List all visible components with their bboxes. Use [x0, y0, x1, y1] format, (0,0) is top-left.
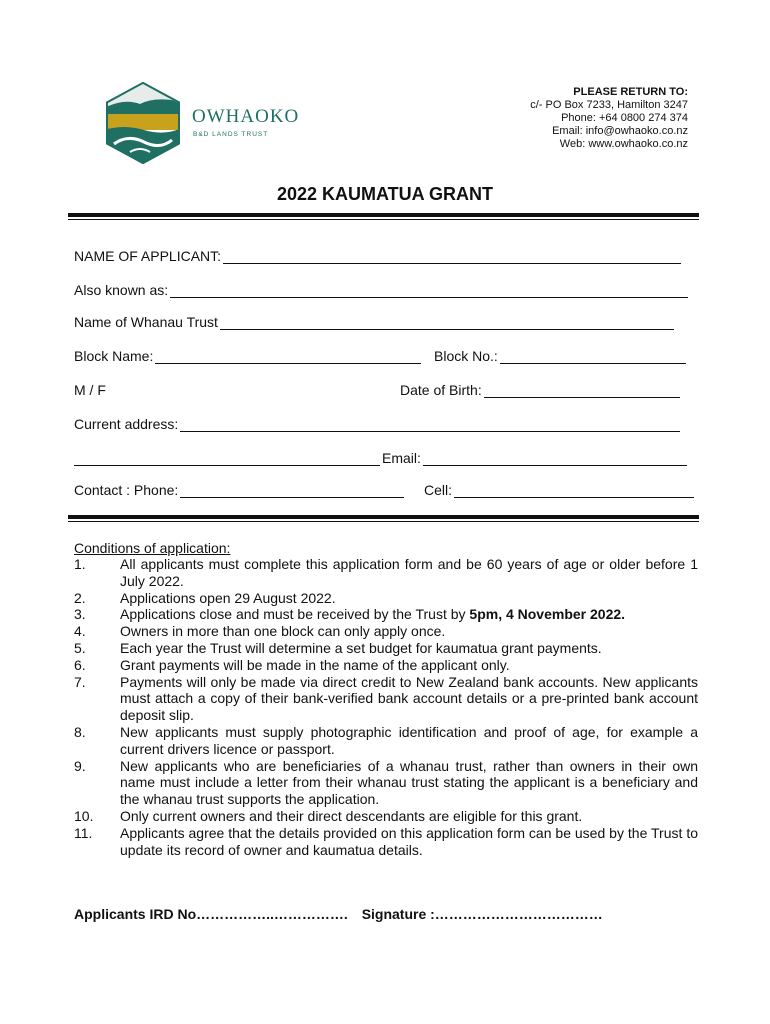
condition-item [74, 590, 698, 607]
cell-line[interactable] [454, 483, 694, 498]
condition-item [74, 724, 698, 758]
logo-name: OWHAOKO [192, 106, 300, 127]
phone-label: Contact : Phone: [74, 482, 179, 498]
condition-item [74, 623, 698, 640]
current-address-line[interactable] [180, 417, 680, 432]
condition-item [74, 825, 698, 859]
conditions-heading: Conditions of application: [74, 540, 231, 556]
applicant-name-label: NAME OF APPLICANT: [74, 248, 222, 264]
return-web: Web: www.owhaoko.co.nz [559, 138, 688, 150]
also-known-as-field[interactable] [74, 282, 688, 298]
page-title: 2022 KAUMATUA GRANT [276, 184, 494, 204]
condition-text: New applicants must supply photographic identification and proof of age, for example a current drivers licence or passport. [120, 723, 698, 757]
condition-item [74, 674, 698, 724]
signature-row [74, 906, 603, 922]
whanau-trust-line[interactable] [220, 315, 674, 330]
condition-number: 3. [74, 606, 86, 623]
condition-item [74, 758, 698, 808]
return-address [530, 86, 688, 151]
condition-number: 10. [74, 807, 94, 824]
applicant-name-line[interactable] [223, 249, 681, 264]
block-no-label: Block No.: [434, 348, 498, 364]
form-divider [68, 515, 699, 519]
form-divider-thin [68, 521, 699, 522]
return-phone: Phone: +64 0800 274 374 [561, 112, 688, 124]
condition-number: 8. [74, 723, 86, 740]
current-address-label: Current address: [74, 416, 179, 432]
condition-number: 2. [74, 589, 86, 606]
hexagon-landscape-icon [104, 82, 182, 164]
condition-text: Only current owners and their direct descendants are eligible for this grant. [120, 807, 583, 824]
condition-number: 5. [74, 639, 86, 656]
also-known-as-line[interactable] [170, 283, 688, 298]
condition-text: Applications close and must be received by the Trust by 5pm, 4 November 2022. [120, 606, 626, 623]
title-divider [68, 213, 699, 217]
return-heading: PLEASE RETURN TO: [573, 86, 688, 98]
condition-text: New applicants who are beneficiaries of a whanau trust, rather than owners in their own name must include a letter from their whanau trust stating the applicant is a beneficiary and the whanau trust supports the application. [120, 757, 698, 808]
return-email: Email: info@owhaoko.co.nz [552, 125, 688, 137]
whanau-trust-field[interactable] [74, 314, 674, 330]
logo-subtitle: B&D LANDS TRUST [193, 131, 269, 138]
applicant-name-field[interactable] [74, 248, 681, 264]
condition-number: 6. [74, 656, 86, 673]
email-line[interactable] [423, 451, 687, 466]
owhaoko-logo [104, 82, 304, 164]
cell-field[interactable] [424, 482, 694, 498]
also-known-as-label: Also known as: [74, 282, 169, 298]
condition-number: 7. [74, 673, 86, 690]
current-address-field[interactable] [74, 416, 680, 432]
condition-text: Applications open 29 August 2022. [120, 589, 336, 606]
condition-number: 4. [74, 623, 86, 640]
phone-line[interactable] [180, 483, 404, 498]
condition-item [74, 640, 698, 657]
email-label: Email: [382, 450, 421, 466]
block-name-line[interactable] [155, 349, 421, 364]
conditions-list [74, 556, 698, 858]
condition-deadline: 5pm, 4 November 2022. [469, 606, 626, 623]
condition-item [74, 556, 698, 590]
condition-text: Each year the Trust will determine a set budget for kaumatua grant payments. [120, 639, 602, 656]
condition-text: Grant payments will be made in the name of the applicant only. [120, 656, 510, 673]
block-name-field[interactable] [74, 348, 421, 364]
date-of-birth-label: Date of Birth: [400, 382, 482, 398]
date-of-birth-field[interactable] [400, 382, 680, 398]
condition-text: Payments will only be made via direct credit to New Zealand bank accounts. New applicants must attach a copy of their bank-verified bank account details or a pre-printed bank account deposit slip. [120, 673, 698, 724]
gender-field[interactable] [74, 382, 106, 398]
condition-number: 11. [74, 824, 93, 841]
signature-field[interactable]: Signature :……………………………… [361, 906, 603, 922]
condition-item [74, 606, 698, 623]
cell-label: Cell: [424, 482, 453, 498]
condition-text: Owners in more than one block can only apply once. [120, 623, 446, 640]
block-name-label: Block Name: [74, 348, 154, 364]
condition-text: All applicants must complete this application form and be 60 years of age or older before 1 July 2022. [120, 556, 698, 589]
ird-number-field[interactable]: Applicants IRD No……………..……………. [74, 906, 348, 922]
condition-number: 9. [74, 757, 86, 774]
condition-number: 1. [74, 556, 86, 572]
address-email-field[interactable] [74, 450, 687, 466]
block-no-field[interactable] [434, 348, 686, 364]
whanau-trust-label: Name of Whanau Trust [74, 314, 218, 330]
gender-label: M / F [74, 382, 106, 398]
condition-item [74, 808, 698, 825]
title-divider-thin [68, 219, 699, 220]
address-continuation-line[interactable] [74, 451, 380, 466]
condition-item [74, 657, 698, 674]
return-po-box: c/- PO Box 7233, Hamilton 3247 [530, 99, 688, 111]
condition-text: Applicants agree that the details provided on this application form can be used by the Trust to update its record of owner and kaumatua details. [120, 824, 698, 858]
phone-field[interactable] [74, 482, 404, 498]
block-no-line[interactable] [500, 349, 686, 364]
date-of-birth-line[interactable] [484, 383, 680, 398]
